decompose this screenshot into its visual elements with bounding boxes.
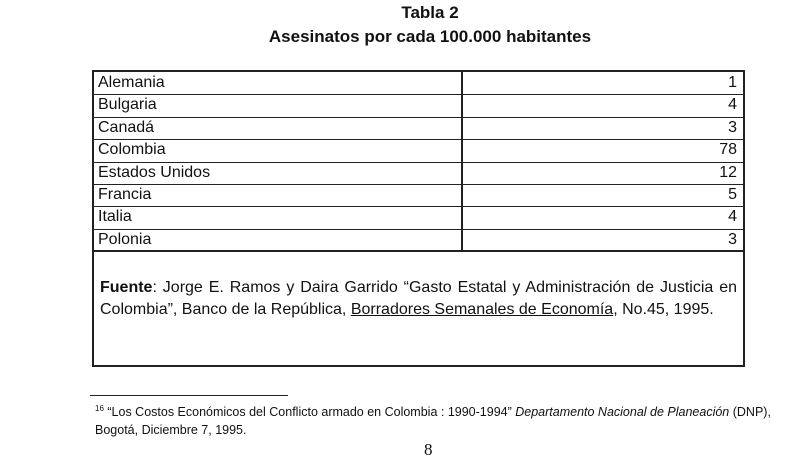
value-cell: 12 <box>719 163 737 181</box>
country-cell: Colombia <box>98 141 166 159</box>
table-row <box>94 184 743 206</box>
table-row <box>94 229 743 251</box>
footnote-number: 16 <box>95 404 104 413</box>
country-cell: Canadá <box>98 118 155 136</box>
footnote-rule <box>90 395 288 396</box>
value-cell: 5 <box>728 186 737 203</box>
table-row <box>94 139 743 161</box>
row-divider <box>94 250 743 252</box>
page-number: 8 <box>424 440 433 459</box>
footnote <box>95 400 793 439</box>
footnote-organization: Departamento Nacional de Planeación <box>515 405 730 420</box>
country-cell: Alemania <box>98 74 165 91</box>
value-cell: 78 <box>719 141 737 159</box>
source-text-2: , No.45, 1995. <box>613 301 714 318</box>
country-cell: Italia <box>98 208 132 226</box>
data-table <box>92 70 745 367</box>
country-cell: Bulgaria <box>98 96 157 114</box>
footnote-text-1: “Los Costos Económicos del Conflicto armado en Colombia : 1990-1994” <box>103 405 516 420</box>
table-title: Tabla 2 <box>401 3 459 22</box>
table-subtitle: Asesinatos por cada 100.000 habitantes <box>268 27 592 46</box>
value-cell: 3 <box>728 118 737 136</box>
country-cell: Estados Unidos <box>98 163 211 181</box>
table-row <box>94 117 743 139</box>
footnote-text-2: (DNP), Bogotá, Diciembre 7, 1995. <box>95 405 771 438</box>
table-row <box>94 206 743 228</box>
value-cell: 4 <box>728 96 737 114</box>
source-note <box>100 277 737 321</box>
country-cell: Francia <box>98 186 152 203</box>
table-row <box>94 72 743 94</box>
value-cell: 3 <box>728 230 737 248</box>
source-text-1: : Jorge E. Ramos y Daira Garrido “Gasto Estatal y Administración de Justicia en Colombia”, Banco de la República, <box>100 279 737 318</box>
source-publication: Borradores Semanales de Economía <box>350 301 614 318</box>
source-label: Fuente <box>100 279 153 296</box>
value-cell: 4 <box>728 208 737 226</box>
table-row <box>94 162 743 184</box>
value-cell: 1 <box>728 74 737 91</box>
country-cell: Polonia <box>98 230 152 248</box>
table-row <box>94 94 743 116</box>
